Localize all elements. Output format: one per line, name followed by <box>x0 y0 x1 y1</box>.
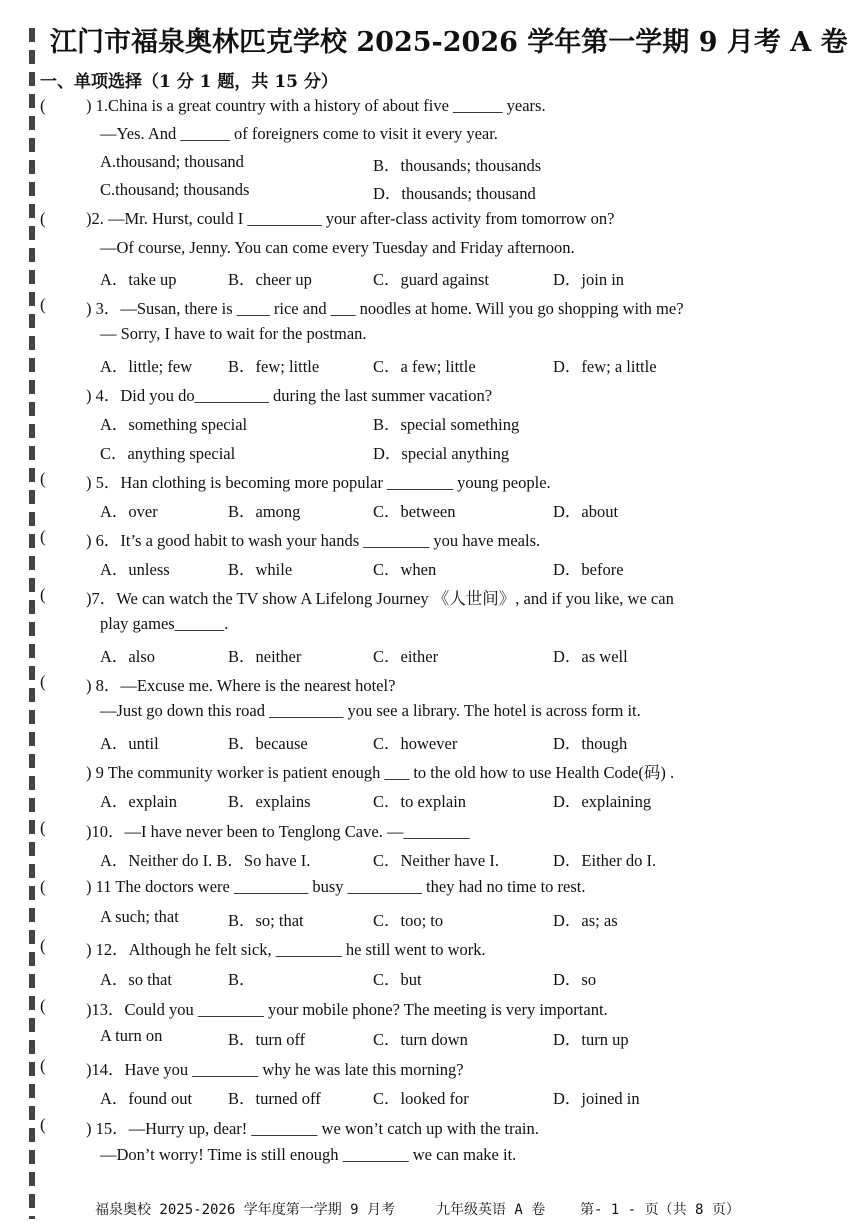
answer-paren: ( <box>40 295 46 314</box>
question-stem-line2: —Just go down this road _________ you see a library. The hotel is across form it. <box>100 701 641 720</box>
question-stem: ) 8．—Excuse me. Where is the nearest hotel? <box>86 676 396 695</box>
option: B．turned off <box>228 1089 321 1108</box>
answer-paren: ( <box>40 672 46 691</box>
option: D．join in <box>553 270 625 289</box>
question-stem: ) 15．—Hurry up, dear! ________ we won’t catch up with the train. <box>86 1119 539 1138</box>
answer-paren: ( <box>40 936 46 955</box>
option: B．turn off <box>228 1030 306 1049</box>
option: C.thousand; thousands <box>100 180 250 199</box>
option: D．few; a little <box>553 357 657 376</box>
option: D．as well <box>553 647 628 666</box>
option: A．something special <box>100 415 248 434</box>
option: D．so <box>553 970 597 989</box>
answer-paren: ( <box>40 527 46 546</box>
option: A．unless <box>100 560 170 579</box>
question-stem: )13．Could you ________ your mobile phone? The meeting is very important. <box>86 1000 608 1019</box>
question-stem: ) 12．Although he felt sick, ________ he still went to work. <box>86 940 486 959</box>
question-stem: )2. —Mr. Hurst, could I _________ your after-class activity from tomorrow on? <box>86 209 615 228</box>
option: A．until <box>100 734 159 753</box>
answer-paren: ( <box>40 877 46 896</box>
option: C．when <box>373 560 437 579</box>
option: A.thousand; thousand <box>100 152 244 171</box>
question-stem-line2: —Yes. And ______ of foreigners come to visit it every year. <box>100 124 498 143</box>
question-stem-line2: —Don’t worry! Time is still enough ________ we can make it. <box>100 1145 517 1164</box>
option: B．thousands; thousands <box>373 156 542 175</box>
option: A．over <box>100 502 158 521</box>
option: A．found out <box>100 1089 193 1108</box>
question-stem: ) 3．—Susan, there is ____ rice and ___ noodles at home. Will you go shopping with me? <box>86 299 684 318</box>
option: D．special anything <box>373 444 510 463</box>
option: A turn on <box>100 1026 163 1045</box>
option: C．to explain <box>373 792 467 811</box>
option: D．before <box>553 560 624 579</box>
option: B．while <box>228 560 293 579</box>
option: B．cheer up <box>228 270 312 289</box>
option: D．Either do I. <box>553 851 657 870</box>
question-stem: )7．We can watch the TV show A Lifelong Journey 《人世间》, and if you like, we can <box>86 589 674 608</box>
question-stem: ) 9 The community worker is patient enough ___ to the old how to use Health Code(码) . <box>86 763 675 782</box>
option: A．so that <box>100 970 172 989</box>
option: D．thousands; thousand <box>373 184 536 203</box>
option: B．explains <box>228 792 311 811</box>
option: D．about <box>553 502 619 521</box>
question-stem: ) 5．Han clothing is becoming more popular ________ young people. <box>86 473 551 492</box>
option: C．turn down <box>373 1030 468 1049</box>
option: B．among <box>228 502 301 521</box>
question-stem: ) 6．It’s a good habit to wash your hands ________ you have meals. <box>86 531 541 550</box>
question-stem-line2: —Of course, Jenny. You can come every Tuesday and Friday afternoon. <box>100 238 575 257</box>
question-stem: ) 4．Did you do_________ during the last summer vacation? <box>86 386 493 405</box>
option: B．because <box>228 734 308 753</box>
section-heading: 一、单项选择（1 分 1 题，共 15 分） <box>40 72 338 92</box>
footer-exam-info: 福泉奥校 2025-2026 学年度第一学期 9 月考 <box>95 1202 396 1218</box>
answer-paren: ( <box>40 996 46 1015</box>
option: A．explain <box>100 792 177 811</box>
option: C．anything special <box>100 444 236 463</box>
option: B．neither <box>228 647 302 666</box>
question-stem: ) 1.China is a great country with a history of about five ______ years. <box>86 96 546 115</box>
option: C．guard against <box>373 270 489 289</box>
answer-paren: ( <box>40 96 46 115</box>
footer-subject: 九年级英语 A 卷 <box>436 1202 546 1218</box>
option: A．take up <box>100 270 177 289</box>
option: D．explaining <box>553 792 652 811</box>
option: D．joined in <box>553 1089 640 1108</box>
option: C．either <box>373 647 439 666</box>
option: B．few; little <box>228 357 320 376</box>
binding-line <box>29 28 35 1219</box>
option: A such; that <box>100 907 179 926</box>
option: D．as; as <box>553 911 618 930</box>
option: A．little; few <box>100 357 193 376</box>
option: B．so; that <box>228 911 304 930</box>
option: C．looked for <box>373 1089 469 1108</box>
option: D．though <box>553 734 628 753</box>
option: C．a few; little <box>373 357 476 376</box>
footer-page-number: 第- 1 - 页（共 8 页） <box>580 1202 740 1218</box>
answer-paren: ( <box>40 1115 46 1134</box>
question-stem: )10．—I have never been to Tenglong Cave. —________ <box>86 822 470 841</box>
option: C．between <box>373 502 456 521</box>
option: D．turn up <box>553 1030 629 1049</box>
answer-paren: ( <box>40 818 46 837</box>
question-stem: ) 11 The doctors were _________ busy _________ they had no time to rest. <box>86 877 586 896</box>
question-stem-line2: — Sorry, I have to wait for the postman. <box>100 324 367 343</box>
option: B．special something <box>373 415 520 434</box>
answer-paren: ( <box>40 209 46 228</box>
answer-paren: ( <box>40 469 46 488</box>
option: A．Neither do I. B．So have I. <box>100 851 311 870</box>
question-stem-line2: play games______. <box>100 614 229 633</box>
option: C．Neither have I. <box>373 851 499 870</box>
option: B． <box>228 970 256 989</box>
option: C．too; to <box>373 911 444 930</box>
question-stem: )14．Have you ________ why he was late this morning? <box>86 1060 464 1079</box>
option: C．however <box>373 734 458 753</box>
answer-paren: ( <box>40 585 46 604</box>
page-title: 江门市福泉奥林匹克学校 2025-2026 学年第一学期 9 月考 A 卷 <box>50 27 848 58</box>
option: A．also <box>100 647 155 666</box>
option: C．but <box>373 970 422 989</box>
answer-paren: ( <box>40 1056 46 1075</box>
